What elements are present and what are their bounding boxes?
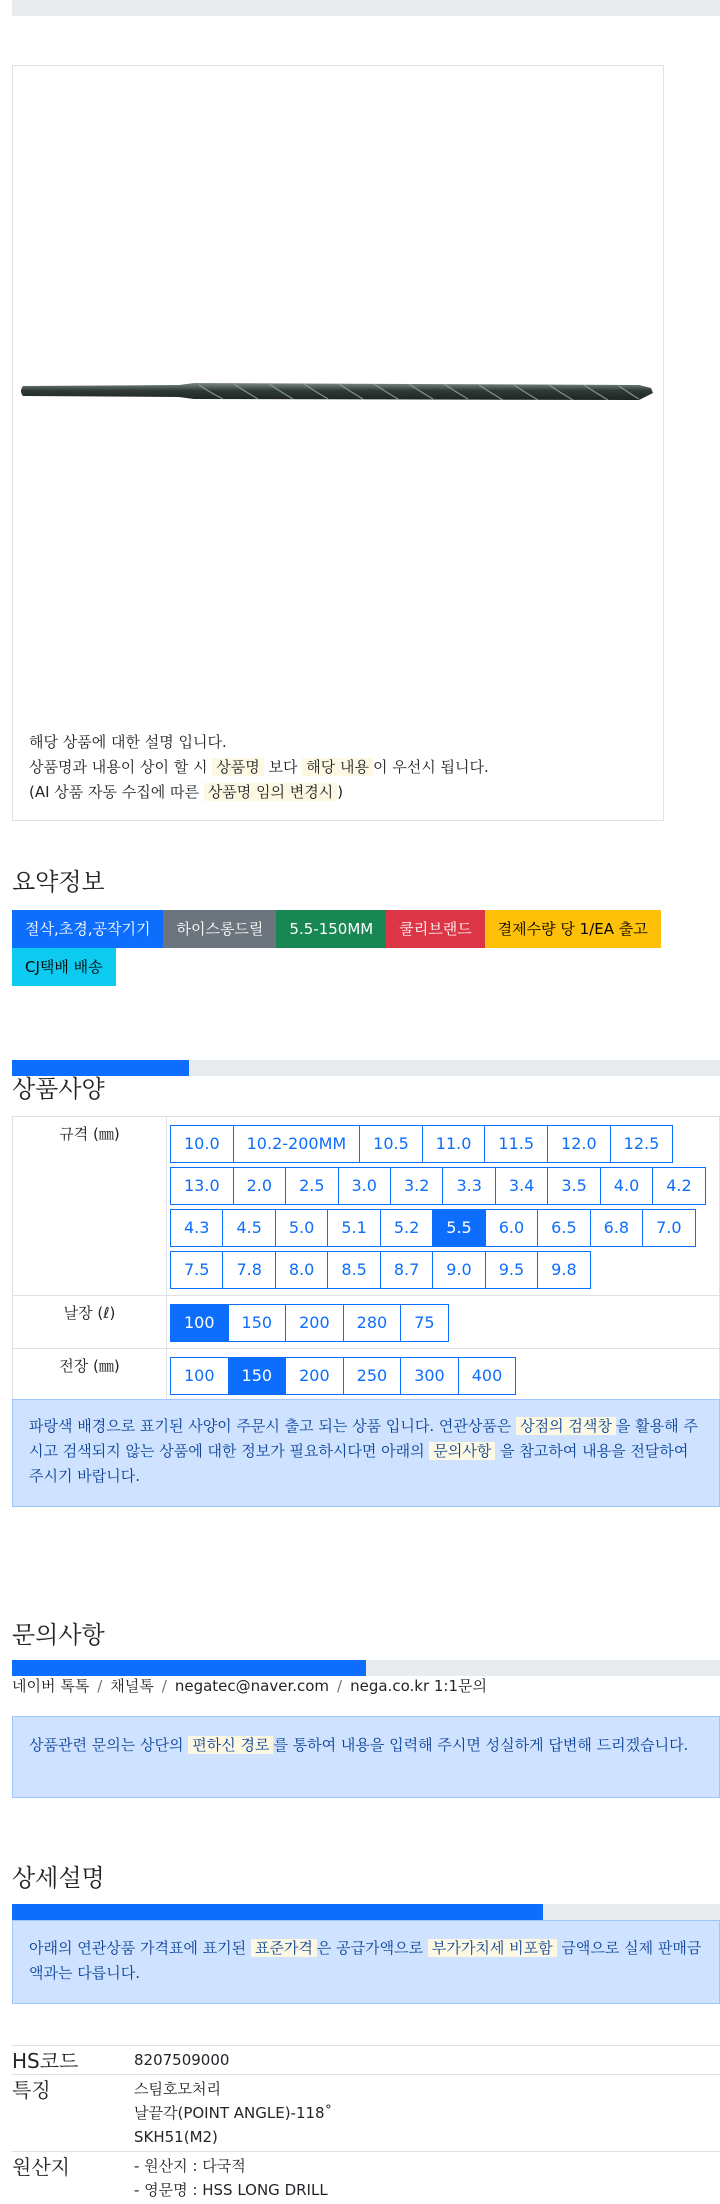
description-line: 해당 상품에 대한 설명 입니다. [29, 730, 489, 755]
summary-badges [12, 910, 712, 986]
spec-option-button[interactable]: 7.0 [642, 1209, 695, 1247]
spec-row-size [13, 1117, 720, 1296]
spec-option-button[interactable]: 100 [170, 1304, 229, 1342]
spec-option-button[interactable]: 3.5 [547, 1167, 600, 1205]
summary-badge: CJ택배 배송 [12, 948, 116, 986]
spec-option-button[interactable]: 200 [285, 1304, 344, 1342]
spec-label: 날장 (ℓ) [13, 1296, 167, 1349]
spec-option-button[interactable]: 13.0 [170, 1167, 234, 1205]
spec-option-button[interactable]: 2.5 [285, 1167, 338, 1205]
product-description [29, 730, 489, 805]
spec-option-button[interactable]: 7.8 [222, 1251, 275, 1289]
description-line: (AI 상품 자동 수집에 따른 상품명 임의 변경시 ) [29, 780, 489, 805]
spec-options-table [12, 1116, 720, 1402]
inquiry-title: 문의사항 [12, 1619, 105, 1651]
product-info-table [12, 2045, 720, 2204]
spec-option-button[interactable]: 5.5 [432, 1209, 485, 1247]
spec-option-button[interactable]: 6.5 [537, 1209, 590, 1247]
info-value-line: SKH51(M2) [134, 2125, 720, 2149]
spec-option-button[interactable]: 6.0 [485, 1209, 538, 1247]
spec-option-button[interactable]: 100 [170, 1357, 229, 1395]
inquiry-progress-bar [12, 1660, 720, 1676]
contact-email[interactable]: negatec@naver.com [175, 1677, 329, 1695]
summary-title: 요약정보 [12, 866, 105, 898]
summary-badge: 쿨리브랜드 [386, 910, 484, 948]
highlight-search: 상점의 검색창 [516, 1417, 616, 1435]
spec-option-button[interactable]: 12.0 [547, 1125, 611, 1163]
spec-option-button[interactable]: 5.1 [327, 1209, 380, 1247]
detail-progress-bar [12, 1904, 720, 1920]
spec-option-button[interactable]: 11.5 [484, 1125, 548, 1163]
spec-option-button[interactable]: 4.2 [652, 1167, 705, 1205]
info-value-line: - 영문명 : HSS LONG DRILL [134, 2178, 720, 2202]
info-row [12, 2046, 720, 2075]
spec-option-button[interactable]: 3.0 [338, 1167, 391, 1205]
spec-option-button[interactable]: 10.5 [359, 1125, 423, 1163]
info-value-line: - 원산지 : 다국적 [134, 2154, 720, 2178]
contact-site-inquiry[interactable]: nega.co.kr 1:1문의 [350, 1677, 487, 1695]
spec-option-button[interactable]: 75 [400, 1304, 448, 1342]
info-value [134, 2152, 720, 2204]
spec-option-button[interactable]: 4.5 [222, 1209, 275, 1247]
spec-option-button[interactable]: 8.7 [380, 1251, 433, 1289]
spec-option-button[interactable]: 300 [400, 1357, 459, 1395]
spec-row-total-length [13, 1349, 720, 1402]
info-value [134, 2075, 720, 2152]
spec-option-button[interactable]: 12.5 [610, 1125, 674, 1163]
spec-option-button[interactable]: 200 [285, 1357, 344, 1395]
detail-progress-fill [12, 1904, 543, 1920]
spec-option-button[interactable]: 6.8 [590, 1209, 643, 1247]
product-image-card [12, 65, 664, 821]
info-value [134, 2046, 720, 2075]
spec-option-button[interactable]: 4.3 [170, 1209, 223, 1247]
info-value-line: 8207509000 [134, 2048, 720, 2072]
inquiry-notice: 상품관련 문의는 상단의 편하신 경로 를 통하여 내용을 입력해 주시면 성실하게 답변해 드리겠습니다. [12, 1716, 720, 1798]
price-notice: 아래의 연관상품 가격표에 표기된 표준가격 은 공급가액으로 부가가치세 비포함 금액으로 실제 판매금액과는 다릅니다. [12, 1920, 720, 2004]
spec-option-button[interactable]: 9.5 [485, 1251, 538, 1289]
spec-option-button[interactable]: 10.0 [170, 1125, 234, 1163]
info-key: 특징 [12, 2075, 134, 2152]
info-row [12, 2152, 720, 2204]
total-length-options [171, 1353, 713, 1395]
spec-option-button[interactable]: 3.3 [442, 1167, 495, 1205]
spec-option-button[interactable]: 150 [228, 1357, 287, 1395]
specs-progress-bar [12, 1060, 720, 1076]
spec-option-button[interactable]: 9.0 [432, 1251, 485, 1289]
spec-option-button[interactable]: 150 [228, 1304, 287, 1342]
info-row [12, 2075, 720, 2152]
inquiry-progress-fill [12, 1660, 366, 1676]
spec-option-button[interactable]: 11.0 [422, 1125, 486, 1163]
contact-naver-talk[interactable]: 네이버 톡톡 [12, 1677, 89, 1695]
spec-option-button[interactable]: 2.0 [233, 1167, 286, 1205]
spec-row-flute-length [13, 1296, 720, 1349]
spec-option-button[interactable]: 250 [343, 1357, 402, 1395]
contact-channels: 네이버 톡톡 / 채널톡 / negatec@naver.com / nega.co.kr 1:1문의 [12, 1675, 487, 1698]
spec-notice: 파랑색 배경으로 표기된 사양이 주문시 출고 되는 상품 입니다. 연관상품은 상점의 검색창 을 활용해 주시고 검색되지 않는 상품에 대한 정보가 필요하시다면 아래의 문의사항 을 참고하여 내용을 전달하여 주시기 바랍니다. [12, 1399, 720, 1507]
drill-bit-image [19, 376, 655, 406]
spec-option-button[interactable]: 8.5 [327, 1251, 380, 1289]
spec-label: 전장 (㎜) [13, 1349, 167, 1402]
size-options [171, 1121, 713, 1289]
highlight-vat: 부가가치세 비포함 [428, 1939, 557, 1957]
spec-option-button[interactable]: 3.2 [390, 1167, 443, 1205]
highlight-product-name: 상품명 [212, 758, 263, 776]
spec-option-button[interactable]: 10.2-200MM [233, 1125, 361, 1163]
info-key: HS코드 [12, 2046, 134, 2075]
summary-badge: 하이스롱드릴 [163, 910, 276, 948]
spec-option-button[interactable]: 3.4 [495, 1167, 548, 1205]
info-value-line: 날끝각(POINT ANGLE)-118˚ [134, 2101, 720, 2125]
contact-channel-talk[interactable]: 채널톡 [110, 1677, 153, 1695]
info-key: 원산지 [12, 2152, 134, 2204]
highlight-standard-price: 표준가격 [251, 1939, 317, 1957]
specs-title: 상품사양 [12, 1073, 105, 1105]
spec-option-button[interactable]: 5.0 [275, 1209, 328, 1247]
spec-option-button[interactable]: 9.8 [537, 1251, 590, 1289]
summary-badge: 결제수량 당 1/EA 출고 [485, 910, 661, 948]
summary-badge: 절삭,초경,공작기기 [12, 910, 163, 948]
spec-option-button[interactable]: 7.5 [170, 1251, 223, 1289]
spec-option-button[interactable]: 5.2 [380, 1209, 433, 1247]
detail-title: 상세설명 [12, 1862, 105, 1894]
flute-length-options [171, 1300, 713, 1342]
top-divider-bar [12, 0, 720, 16]
spec-option-button[interactable]: 280 [343, 1304, 402, 1342]
description-line: 상품명과 내용이 상이 할 시 상품명 보다 해당 내용 이 우선시 됩니다. [29, 755, 489, 780]
spec-option-button[interactable]: 400 [458, 1357, 517, 1395]
highlight-inquiry: 문의사항 [429, 1442, 495, 1460]
spec-option-button[interactable]: 4.0 [600, 1167, 653, 1205]
spec-label: 규격 (㎜) [13, 1117, 167, 1296]
spec-option-button[interactable]: 8.0 [275, 1251, 328, 1289]
info-value-line: 스팀호모처리 [134, 2077, 720, 2101]
highlight-content: 해당 내용 [302, 758, 373, 776]
summary-badge: 5.5-150MM [276, 910, 386, 948]
highlight-name-change: 상품명 임의 변경시 [204, 783, 337, 801]
highlight-channel: 편하신 경로 [188, 1736, 273, 1754]
